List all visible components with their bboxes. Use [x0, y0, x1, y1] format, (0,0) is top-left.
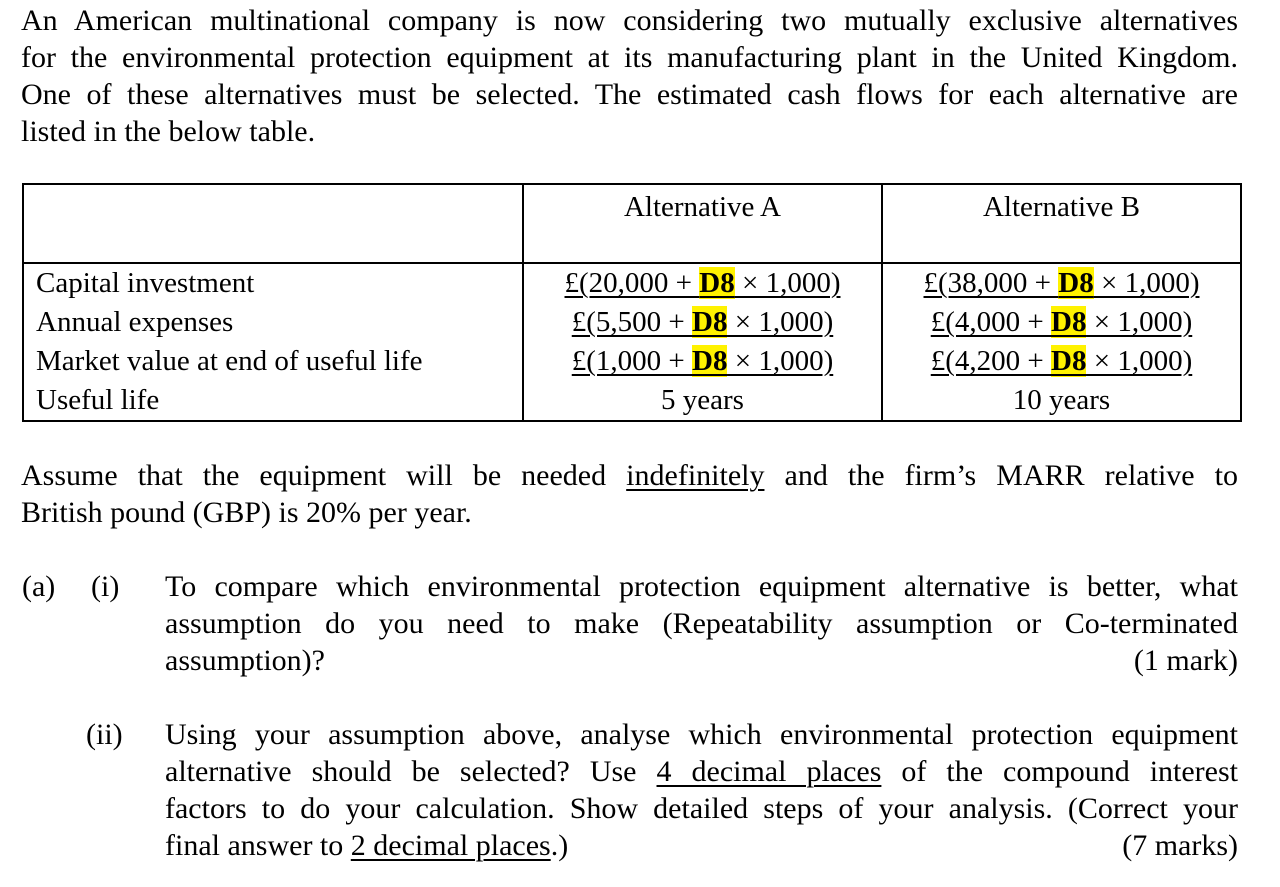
header-empty-cell — [23, 184, 523, 263]
table-row — [23, 303, 1241, 342]
alt-b-value: £(4,200 + D8 × 1,000) — [882, 342, 1241, 381]
question-a-i-label: (i) — [91, 570, 120, 603]
intro-line: One of these alternatives must be selected. The estimated cash flows for each alternative are — [21, 78, 1238, 111]
d8-variable: D8 — [692, 345, 728, 377]
row-label: Annual expenses — [23, 303, 523, 342]
question-a-label: (a) — [22, 570, 56, 603]
question-a-i-text: To compare which environmental protection equipment alternative is better, what assumption do you need to make (Repeatability assumption or Co-terminated assumption)? — [165, 570, 1238, 677]
alt-b-value: £(4,000 + D8 × 1,000) — [882, 303, 1241, 342]
intro-paragraph — [21, 2, 1238, 150]
d8-variable: D8 — [1051, 306, 1087, 338]
d8-variable: D8 — [699, 267, 735, 299]
question-a-ii-text: Using your assumption above, analyse which environmental protection equipment alternative should be selected? Use 4 decimal places of the compound interest factors to do your calculation. Show detailed steps of your analysis. (Correct your final answer to 2 decimal places.) — [165, 718, 1238, 862]
intro-line: for the environmental protection equipment at its manufacturing plant in the United Kingdom. — [21, 41, 1238, 74]
cash-flow-table — [22, 183, 1242, 422]
table-row — [23, 263, 1241, 303]
assumption-line: Assume that the equipment will be needed indefinitely and the firm’s MARR relative to — [21, 459, 1238, 492]
intro-line: listed in the below table. — [21, 115, 316, 148]
alt-a-value: £(5,500 + D8 × 1,000) — [523, 303, 882, 342]
question-a-i-marks: (1 mark) — [1133, 644, 1238, 677]
header-alternative-b: Alternative B — [882, 184, 1241, 263]
assumption-line: British pound (GBP) is 20% per year. — [21, 496, 472, 529]
alt-b-value: 10 years — [882, 381, 1241, 421]
header-alternative-a: Alternative A — [523, 184, 882, 263]
table-row — [23, 342, 1241, 381]
alt-a-value: £(1,000 + D8 × 1,000) — [523, 342, 882, 381]
row-label: Useful life — [23, 381, 523, 421]
row-label: Capital investment — [23, 263, 523, 303]
d8-variable: D8 — [1058, 267, 1094, 299]
row-label: Market value at end of useful life — [23, 342, 523, 381]
alt-b-value: £(38,000 + D8 × 1,000) — [882, 263, 1241, 303]
table-row — [23, 381, 1241, 421]
intro-line: An American multinational company is now considering two mutually exclusive alternatives — [21, 4, 1238, 37]
table-header-row — [23, 184, 1241, 263]
d8-variable: D8 — [1051, 345, 1087, 377]
d8-variable: D8 — [692, 306, 728, 338]
alt-a-value: £(20,000 + D8 × 1,000) — [523, 263, 882, 303]
alt-a-value: 5 years — [523, 381, 882, 421]
question-a-ii-label: (ii) — [86, 718, 123, 751]
question-a-ii-marks: (7 marks) — [1122, 829, 1238, 862]
assumption-paragraph — [21, 457, 1238, 531]
